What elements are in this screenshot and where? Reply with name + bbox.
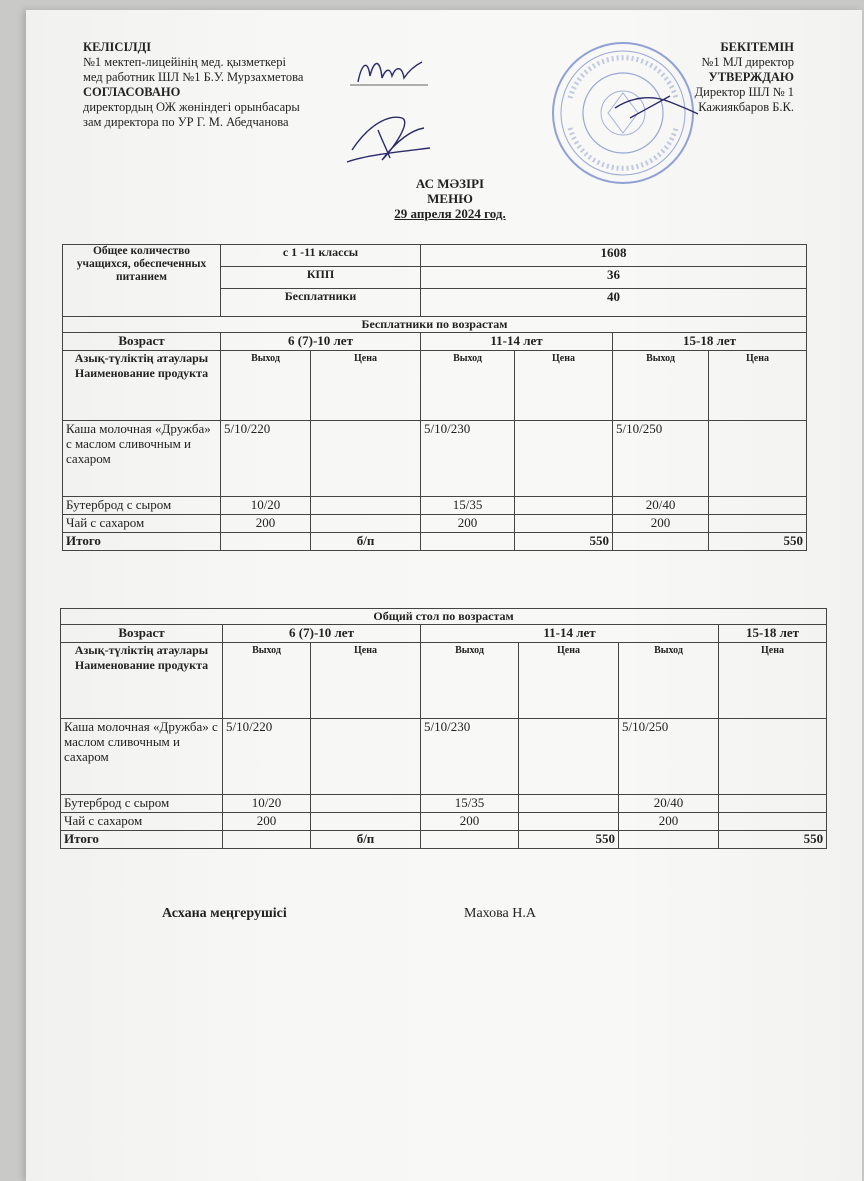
cell (519, 813, 619, 831)
cell (519, 719, 619, 795)
cell: 5/10/230 (421, 421, 515, 497)
cell (709, 421, 807, 497)
product-name: Бутерброд с сыром (61, 795, 223, 813)
total-cell (223, 831, 311, 849)
column-header: Выход (421, 351, 515, 421)
approve-ru: УТВЕРЖДАЮ (708, 70, 794, 84)
column-header: Выход (421, 643, 519, 719)
summary-row-name: с 1 -11 классы (221, 245, 421, 267)
cell (311, 813, 421, 831)
header-left (83, 40, 303, 130)
header-left-line2: мед работник ШЛ №1 Б.У. Мурзахметова (83, 70, 304, 84)
table-section-title: Бесплатники по возрастам (63, 317, 807, 333)
product-header: Азық-түліктің атаулары Наименование продукта (63, 351, 221, 421)
cell (719, 813, 827, 831)
product-name: Каша молочная «Дружба» с маслом сливочным и сахаром (63, 421, 221, 497)
cell (709, 497, 807, 515)
age-group: 11-14 лет (421, 625, 719, 643)
summary-row-name: Бесплатники (221, 289, 421, 317)
general-meals-table (60, 608, 827, 849)
table-row (61, 795, 827, 813)
free-meals-table (62, 244, 807, 551)
summary-row-value: 40 (421, 289, 807, 317)
cell: 15/35 (421, 497, 515, 515)
summary-label: Общее количество учащихся, обеспеченных питанием (63, 245, 221, 317)
cell: 200 (223, 813, 311, 831)
header-right-line3: Кажиякбаров Б.К. (698, 100, 794, 114)
summary-row-value: 1608 (421, 245, 807, 267)
cell (515, 421, 613, 497)
table-row (63, 515, 807, 533)
cell (515, 515, 613, 533)
table-row (61, 813, 827, 831)
product-name: Чай с сахаром (63, 515, 221, 533)
cell (709, 515, 807, 533)
header-left-line4: зам директора по УР Г. М. Абедчанова (83, 115, 289, 129)
table-section-title: Общий стол по возрастам (61, 609, 827, 625)
signature-director (610, 88, 700, 128)
cell (311, 719, 421, 795)
cell: 200 (619, 813, 719, 831)
product-name: Чай с сахаром (61, 813, 223, 831)
summary-row-value: 36 (421, 267, 807, 289)
total-cell: 550 (719, 831, 827, 849)
column-header: Цена (311, 643, 421, 719)
total-cell (619, 831, 719, 849)
header-left-line3: директордың ОЖ жөніндегі орынбасары (83, 100, 300, 114)
menu-date: 29 апреля 2024 год. (394, 206, 506, 221)
total-row (61, 831, 827, 849)
column-header: Выход (619, 643, 719, 719)
header-right (695, 40, 794, 115)
cell: 5/10/230 (421, 719, 519, 795)
column-header: Цена (709, 351, 807, 421)
table-row (63, 497, 807, 515)
column-header: Выход (221, 351, 311, 421)
cell (311, 515, 421, 533)
signature-medic (350, 52, 430, 92)
product-name: Каша молочная «Дружба» с маслом сливочным и сахаром (61, 719, 223, 795)
total-cell: б/п (311, 533, 421, 551)
total-cell (421, 831, 519, 849)
approve-kz: БЕКІТЕМІН (720, 40, 794, 54)
cell: 5/10/220 (221, 421, 311, 497)
cell: 200 (421, 813, 519, 831)
cell (311, 497, 421, 515)
age-group: 11-14 лет (421, 333, 613, 351)
canteen-head-name: Махова Н.А (464, 906, 536, 921)
title-ru: МЕНЮ (427, 191, 473, 206)
cell: 5/10/250 (619, 719, 719, 795)
total-cell: б/п (311, 831, 421, 849)
total-label: Итого (61, 831, 223, 849)
age-label: Возраст (61, 625, 223, 643)
table-row (61, 719, 827, 795)
column-header: Цена (515, 351, 613, 421)
cell (515, 497, 613, 515)
cell: 20/40 (619, 795, 719, 813)
column-header: Цена (519, 643, 619, 719)
cell: 10/20 (223, 795, 311, 813)
agreed-ru: СОГЛАСОВАНО (83, 85, 181, 99)
total-cell (421, 533, 515, 551)
cell (311, 795, 421, 813)
title-kz: АС МӘЗІРІ (415, 176, 485, 191)
agreed-kz: КЕЛІСІЛДІ (83, 40, 152, 54)
column-header: Выход (223, 643, 311, 719)
total-cell: 550 (515, 533, 613, 551)
header-right-line1: №1 МЛ директор (701, 55, 794, 69)
age-label: Возраст (63, 333, 221, 351)
total-cell (221, 533, 311, 551)
product-name: Бутерброд с сыром (63, 497, 221, 515)
column-header: Цена (311, 351, 421, 421)
column-header: Цена (719, 643, 827, 719)
age-group: 6 (7)-10 лет (221, 333, 421, 351)
signature-deputy (342, 110, 432, 170)
cell: 200 (613, 515, 709, 533)
header-left-line1: №1 мектеп-лицейінің мед. қызметкері (83, 55, 286, 69)
cell: 5/10/250 (613, 421, 709, 497)
cell: 200 (221, 515, 311, 533)
product-header: Азық-түліктің атаулары Наименование продукта (61, 643, 223, 719)
cell: 20/40 (613, 497, 709, 515)
cell (519, 795, 619, 813)
summary-row-name: КПП (221, 267, 421, 289)
cell (311, 421, 421, 497)
total-cell: 550 (709, 533, 807, 551)
cell: 15/35 (421, 795, 519, 813)
header-right-line2: Директор ШЛ № 1 (694, 85, 794, 99)
total-label: Итого (63, 533, 221, 551)
total-cell: 550 (519, 831, 619, 849)
cell (719, 719, 827, 795)
total-row (63, 533, 807, 551)
document-title (330, 176, 570, 221)
column-header: Выход (613, 351, 709, 421)
canteen-head-role: Асхана меңгерушісі (162, 906, 287, 921)
age-group: 6 (7)-10 лет (223, 625, 421, 643)
table-row (63, 421, 807, 497)
cell: 5/10/220 (223, 719, 311, 795)
cell (719, 795, 827, 813)
cell: 10/20 (221, 497, 311, 515)
cell: 200 (421, 515, 515, 533)
age-group: 15-18 лет (613, 333, 807, 351)
age-group: 15-18 лет (719, 625, 827, 643)
total-cell (613, 533, 709, 551)
